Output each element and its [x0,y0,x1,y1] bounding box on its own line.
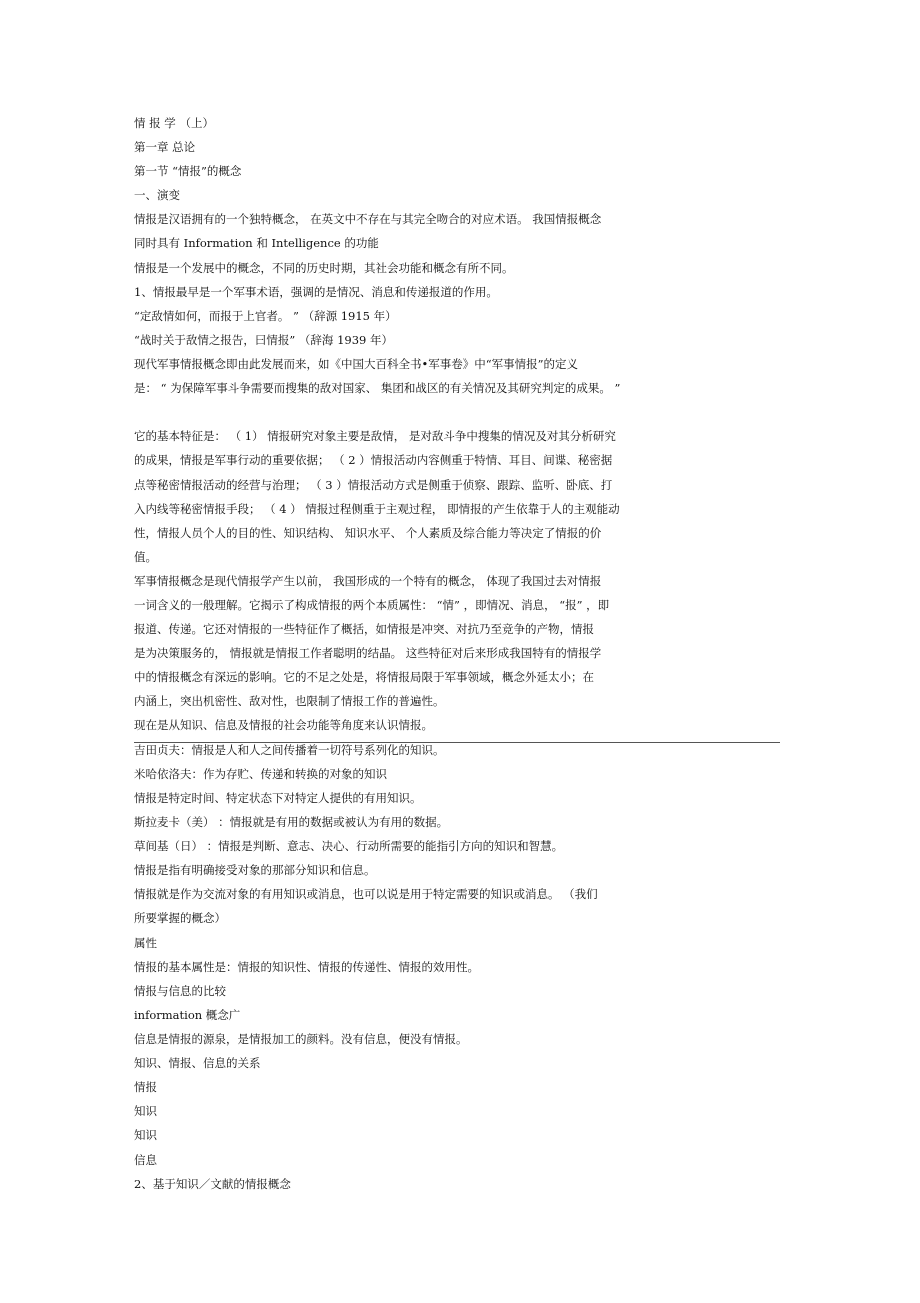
body-line: 信息是情报的源泉，是情报加工的颜料。没有信息，便没有情报。 [134,1032,468,1046]
body-line: information 概念广 [134,1008,241,1022]
subsection-heading: 一、演变 [134,188,180,202]
definition-line: 情报就是作为交流对象的有用知识或消息，也可以说是用于特定需要的知识或消息。 （我们 [134,887,598,901]
body-line: 同时具有 Information 和 Intelligence 的功能 [134,236,379,250]
body-line: 现在是从知识、信息及情报的社会功能等角度来认识情报。 [134,718,433,732]
relation-item: 情报 [134,1080,157,1094]
body-line: 报道、传递。它还对情报的一些特征作了概括，如情报是冲突、对抗乃至竞争的产物，情报 [134,622,594,636]
body-line: 入内线等秘密情报手段； （ 4 ） 情报过程侧重于主观过程， 即情报的产生依靠于人的主观能动 [134,502,620,516]
quote-line: “战时关于敌情之报告，曰情报” （辞海 1939 年） [134,333,393,347]
relation-item: 知识 [134,1128,157,1142]
body-line: 情报是一个发展中的概念，不同的历史时期，其社会功能和概念有所不同。 [134,261,514,275]
subheading-attribute: 属性 [134,936,157,950]
relation-item: 信息 [134,1153,157,1167]
chapter-heading: 第一章 总论 [134,140,196,154]
body-line: 它的基本特征是： （ 1） 情报研究对象主要是敌情， 是对敌斗争中搜集的情况及对其分析研究 [134,429,616,443]
definition-line: 情报是指有明确接受对象的那部分知识和信息。 [134,863,376,877]
body-line: 是： “ 为保障军事斗争需要而搜集的敌对国家、 集团和战区的有关情况及其研究判定的成果。 ” [134,381,621,395]
body-line: 情报的基本属性是：情报的知识性、情报的传递性、情报的效用性。 [134,960,479,974]
body-line: 点等秘密情报活动的经营与治理； （ 3 ）情报活动方式是侧重于侦察、跟踪、监听、卧底、打 [134,478,613,492]
definition-line: 米哈依洛夫：作为存贮、传递和转换的对象的知识 [134,767,387,781]
subheading-relation: 知识、情报、信息的关系 [134,1056,261,1070]
definition-line: 所要掌握的概念） [134,911,226,925]
body-line: 中的情报概念有深远的影响。它的不足之处是，将情报局限于军事领域，概念外延太小；在 [134,670,594,684]
definition-line: 吉田贞夫：情报是人和人之间传播着一切符号系列化的知识。 [134,743,445,757]
definition-line: 情报是特定时间、特定状态下对特定人提供的有用知识。 [134,791,422,805]
body-line: 1、情报最早是一个军事术语，强调的是情况、消息和传递报道的作用。 [134,285,498,299]
body-line: 情报是汉语拥有的一个独特概念， 在英文中不存在与其完全吻合的对应术语。 我国情报概念 [134,212,602,226]
section-heading: 2、基于知识／文献的情报概念 [134,1177,291,1191]
document-title: 情 报 学 （上） [134,116,214,130]
body-line: 一词含义的一般理解。它揭示了构成情报的两个本质属性： “情” ，即情况、消息， “报” ，即 [134,598,610,612]
quote-line: “定敌情如何，而报于上官者。 ” （辞源 1915 年） [134,309,397,323]
body-line: 值。 [134,550,157,564]
definition-line: 斯拉麦卡（美） ：情报就是有用的数据或被认为有用的数据。 [134,815,449,829]
body-line: 的成果，情报是军事行动的重要依据； （ 2 ）情报活动内容侧重于特情、耳目、间谍、秘密据 [134,453,613,467]
body-line: 现代军事情报概念即由此发展而来，如《中国大百科全书•军事卷》中“军事情报”的定义 [134,357,579,371]
body-line: 性，情报人员个人的目的性、知识结构、 知识水平、 个人素质及综合能力等决定了情报的价 [134,526,602,540]
relation-item: 知识 [134,1104,157,1118]
body-line: 是为决策服务的， 情报就是情报工作者聪明的结晶。 这些特征对后来形成我国特有的情报学 [134,646,602,660]
body-line: 军事情报概念是现代情报学产生以前， 我国形成的一个特有的概念， 体现了我国过去对情报 [134,574,602,588]
body-line: 内涵上，突出机密性、敌对性，也限制了情报工作的普遍性。 [134,694,445,708]
section-heading: 第一节 “情报”的概念 [134,164,242,178]
subheading-comparison: 情报与信息的比较 [134,984,226,998]
definition-line: 草间基（日） ：情报是判断、意志、决心、行动所需要的能指引方向的知识和智慧。 [134,839,564,853]
